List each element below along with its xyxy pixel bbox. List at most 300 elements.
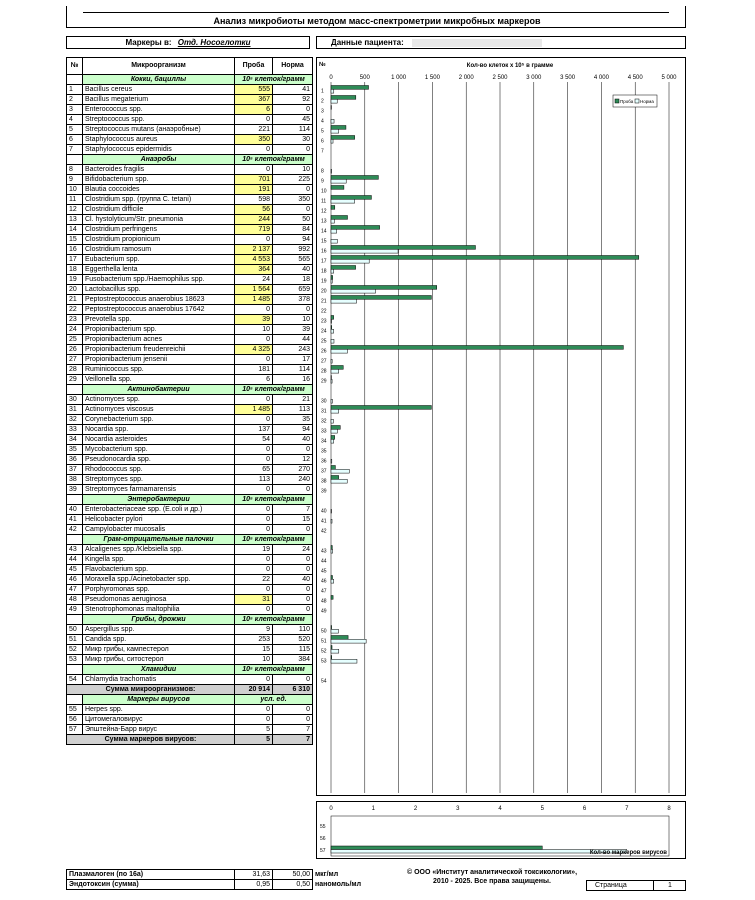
row-sample: 253 <box>235 635 273 645</box>
row-norm: 12 <box>273 455 313 465</box>
row-sample: 9 <box>235 625 273 635</box>
section-no-cell <box>67 155 83 165</box>
patient-redacted <box>412 39 542 47</box>
row-organism: Veillonella spp. <box>83 375 235 385</box>
row-number-label: 47 <box>321 588 327 595</box>
row-organism: Staphylococcus epidermidis <box>83 145 235 155</box>
row-sample: 2 137 <box>235 245 273 255</box>
norm-bar <box>331 229 337 233</box>
row-sample: 181 <box>235 365 273 375</box>
row-norm: 113 <box>273 405 313 415</box>
plasmalogen-sample: 31,63 <box>235 870 273 880</box>
row-sample: 1 485 <box>235 295 273 305</box>
section-no-cell <box>67 535 83 545</box>
table-row <box>67 175 313 185</box>
norm-bar <box>331 409 339 413</box>
markers-box <box>66 36 310 49</box>
sample-bar <box>331 186 344 190</box>
row-number-label: 9 <box>321 178 324 185</box>
row-number: 20 <box>67 285 83 295</box>
header-rule <box>83 12 669 13</box>
row-sample: 39 <box>235 315 273 325</box>
sample-bar <box>331 136 355 140</box>
sample-bar <box>331 466 335 470</box>
virus-row-number: 57 <box>320 848 326 854</box>
row-organism: Flavobacterium spp. <box>83 565 235 575</box>
row-sample: 0 <box>235 455 273 465</box>
markers-value: Отд. Носоглотки <box>177 38 251 47</box>
norm-bar <box>331 259 369 263</box>
row-organism: Chlamydia trachomatis <box>83 675 235 685</box>
row-sample: 191 <box>235 185 273 195</box>
sum-micro-row-label: Сумма микроорганизмов: <box>67 685 235 695</box>
table-row <box>67 605 313 615</box>
norm-bar <box>331 169 332 173</box>
tick-label: 1 000 <box>391 75 407 81</box>
row-sample: 15 <box>235 645 273 655</box>
section-name: Анаэробы <box>83 155 235 165</box>
norm-bar <box>331 639 366 643</box>
row-norm: 114 <box>273 125 313 135</box>
row-sample: 31 <box>235 595 273 605</box>
row-number-label: 45 <box>321 568 327 575</box>
table-row <box>67 305 313 315</box>
row-number-label: 16 <box>321 248 327 255</box>
row-organism: Propionibacterium acnes <box>83 335 235 345</box>
section-header-row <box>67 385 313 395</box>
section-unit: 10⁵ клеток/грамм <box>235 75 313 85</box>
row-number: 3 <box>67 105 83 115</box>
row-sample: 364 <box>235 265 273 275</box>
table-row <box>67 505 313 515</box>
table-row <box>67 315 313 325</box>
row-number: 48 <box>67 595 83 605</box>
row-organism: Stenotrophomonas maltophilia <box>83 605 235 615</box>
sample-bar <box>331 646 332 650</box>
norm-bar <box>331 119 334 123</box>
row-norm: 21 <box>273 395 313 405</box>
row-number-label: 20 <box>321 288 327 295</box>
row-number: 39 <box>67 485 83 495</box>
row-number: 25 <box>67 335 83 345</box>
row-number: 11 <box>67 195 83 205</box>
row-organism: Эпштейна-Барр вирус <box>83 725 235 735</box>
row-organism: Clostridium difficile <box>83 205 235 215</box>
row-sample: 0 <box>235 515 273 525</box>
row-norm: 94 <box>273 425 313 435</box>
row-norm: 16 <box>273 375 313 385</box>
row-norm: 0 <box>273 555 313 565</box>
section-unit: 10⁵ клеток/грамм <box>235 665 313 675</box>
row-number-label: 35 <box>321 448 327 455</box>
sample-bar <box>331 346 623 350</box>
row-norm: 15 <box>273 515 313 525</box>
section-no-cell <box>67 385 83 395</box>
sample-bar <box>331 206 335 210</box>
norm-bar <box>331 359 332 363</box>
norm-bar <box>331 579 334 583</box>
table-row <box>67 355 313 365</box>
row-organism: Pseudomonas aeruginosa <box>83 595 235 605</box>
norm-bar <box>331 369 339 373</box>
virus-tick-label: 5 <box>540 806 544 812</box>
row-organism: Pseudonocardia spp. <box>83 455 235 465</box>
row-norm: 10 <box>273 315 313 325</box>
footer-values <box>66 869 376 890</box>
row-organism: Bacillus megaterium <box>83 95 235 105</box>
row-norm: 18 <box>273 275 313 285</box>
col-sample-header: Проба <box>235 58 273 75</box>
table-row <box>67 325 313 335</box>
section-no-cell <box>67 75 83 85</box>
row-number-label: 31 <box>321 408 327 415</box>
sum-virus-row-norm: 7 <box>273 735 313 745</box>
sample-bar <box>331 296 431 300</box>
table-row <box>67 425 313 435</box>
tick-label: 4 500 <box>627 75 643 81</box>
sample-bar <box>331 256 639 260</box>
row-number-label: 29 <box>321 378 327 385</box>
chart-title: Кол-во клеток х 10⁵ в грамме <box>466 63 554 69</box>
table-header-row <box>67 58 313 75</box>
row-norm: 39 <box>273 325 313 335</box>
cells-chart-svg <box>317 58 685 795</box>
row-norm: 114 <box>273 365 313 375</box>
section-unit: 10⁵ клеток/грамм <box>235 385 313 395</box>
virus-tick-label: 0 <box>329 806 333 812</box>
row-organism: Corynebacterium spp. <box>83 415 235 425</box>
sample-bar <box>331 326 332 330</box>
row-number-label: 22 <box>321 308 327 315</box>
row-norm: 0 <box>273 305 313 315</box>
row-organism: Eggerthella lenta <box>83 265 235 275</box>
sample-bar <box>331 576 332 580</box>
row-number: 53 <box>67 655 83 665</box>
row-norm: 24 <box>273 545 313 555</box>
row-norm: 0 <box>273 485 313 495</box>
row-organism: Ruminicoccus spp. <box>83 365 235 375</box>
row-norm: 243 <box>273 345 313 355</box>
section-no-cell <box>67 495 83 505</box>
row-number-label: 1 <box>321 88 324 95</box>
table-row <box>67 255 313 265</box>
table-row <box>67 195 313 205</box>
row-organism: Staphylococcus aureus <box>83 135 235 145</box>
norm-bar <box>331 419 333 423</box>
row-number-label: 41 <box>321 518 327 525</box>
tick-label: 1 500 <box>424 75 440 81</box>
row-organism: Aspergillus spp. <box>83 625 235 635</box>
row-number-label: 27 <box>321 358 327 365</box>
sample-bar <box>331 226 380 230</box>
row-number-label: 30 <box>321 398 327 405</box>
norm-bar <box>331 269 334 273</box>
section-header-row <box>67 695 313 705</box>
patient-label: Данные пациента: <box>331 38 404 47</box>
legend-label-sample: Проба <box>620 99 634 104</box>
sample-bar <box>331 176 378 180</box>
sample-bar <box>331 366 343 370</box>
row-sample: 0 <box>235 235 273 245</box>
virus-tick-label: 2 <box>413 806 418 812</box>
chart-no-label: № <box>319 62 326 68</box>
row-number: 49 <box>67 605 83 615</box>
cells-chart <box>316 57 686 796</box>
copyright <box>392 868 592 886</box>
row-organism: Fusobacterium spp./Haemophilus spp. <box>83 275 235 285</box>
row-organism: Herpes spp. <box>83 705 235 715</box>
table-row <box>67 365 313 375</box>
row-norm: 225 <box>273 175 313 185</box>
row-organism: Streptococcus spp. <box>83 115 235 125</box>
row-number-label: 42 <box>321 528 327 535</box>
section-header-row <box>67 495 313 505</box>
row-norm: 350 <box>273 195 313 205</box>
endotoxin-label: Эндотоксин (сумма) <box>67 880 235 890</box>
section-name: Хламидии <box>83 665 235 675</box>
virus-sample-bar <box>331 846 542 850</box>
row-number-label: 21 <box>321 298 327 305</box>
legend-swatch-sample <box>615 99 619 103</box>
tick-label: 5 000 <box>661 75 677 81</box>
sample-bar <box>331 246 475 250</box>
row-sample: 0 <box>235 395 273 405</box>
row-sample: 598 <box>235 195 273 205</box>
row-number: 54 <box>67 675 83 685</box>
norm-bar <box>331 329 334 333</box>
virus-row-number: 55 <box>320 824 326 830</box>
table-row <box>67 395 313 405</box>
plasmalogen-norm: 50,00 <box>273 870 313 880</box>
row-sample: 0 <box>235 505 273 515</box>
sum-micro-row-sample: 20 914 <box>235 685 273 695</box>
row-number-label: 18 <box>321 268 327 275</box>
row-number-label: 2 <box>321 98 324 105</box>
norm-bar <box>331 299 357 303</box>
table-row <box>67 715 313 725</box>
row-organism: Clostridium spp. (группа C. tetani) <box>83 195 235 205</box>
table-row <box>67 95 313 105</box>
row-organism: Propionibacterium jensenii <box>83 355 235 365</box>
row-organism: Eubacterium spp. <box>83 255 235 265</box>
row-number-label: 14 <box>321 228 327 235</box>
row-sample: 0 <box>235 165 273 175</box>
row-number-label: 44 <box>321 558 327 565</box>
row-number: 31 <box>67 405 83 415</box>
table-row <box>67 295 313 305</box>
row-norm: 7 <box>273 505 313 515</box>
endotoxin-unit: наномоль/мл <box>315 881 362 888</box>
row-organism: Kingella spp. <box>83 555 235 565</box>
row-organism: Bacillus cereus <box>83 85 235 95</box>
row-norm: 0 <box>273 105 313 115</box>
row-number: 34 <box>67 435 83 445</box>
row-norm: 0 <box>273 205 313 215</box>
table-row <box>67 585 313 595</box>
tick-label: 3 500 <box>560 75 576 81</box>
row-sample: 6 <box>235 375 273 385</box>
norm-bar <box>331 179 346 183</box>
row-organism: Prevotella spp. <box>83 315 235 325</box>
row-norm: 50 <box>273 215 313 225</box>
row-norm: 40 <box>273 575 313 585</box>
row-organism: Clostridium perfringens <box>83 225 235 235</box>
norm-bar <box>331 469 349 473</box>
section-name: Актинобактерии <box>83 385 235 395</box>
row-number: 10 <box>67 185 83 195</box>
row-organism: Actinomyces viscosus <box>83 405 235 415</box>
section-name: Маркеры вирусов <box>83 695 235 705</box>
row-number: 2 <box>67 95 83 105</box>
table-row <box>67 515 313 525</box>
copyright-line-1: © ООО «Институт аналитической токсикологии», <box>406 869 578 876</box>
row-number: 33 <box>67 425 83 435</box>
row-number-label: 46 <box>321 578 327 585</box>
table-row <box>67 705 313 715</box>
norm-bar <box>331 459 332 463</box>
section-name: Грам-отрицательные палочки <box>83 535 235 545</box>
row-sample: 1 485 <box>235 405 273 415</box>
row-number: 21 <box>67 295 83 305</box>
row-sample: 0 <box>235 485 273 495</box>
row-number: 8 <box>67 165 83 175</box>
row-sample: 0 <box>235 145 273 155</box>
row-norm: 384 <box>273 655 313 665</box>
table-row <box>67 675 313 685</box>
norm-bar <box>331 349 347 353</box>
row-sample: 701 <box>235 175 273 185</box>
row-organism: Propionibacterium spp. <box>83 325 235 335</box>
norm-bar <box>331 239 337 243</box>
row-number-label: 23 <box>321 318 327 325</box>
row-sample: 0 <box>235 605 273 615</box>
row-norm: 17 <box>273 355 313 365</box>
row-sample: 10 <box>235 655 273 665</box>
norm-bar <box>331 629 338 633</box>
row-norm: 30 <box>273 135 313 145</box>
table-row <box>67 445 313 455</box>
section-unit: 10⁵ клеток/грамм <box>235 535 313 545</box>
table-row <box>67 645 313 655</box>
row-number: 57 <box>67 725 83 735</box>
row-number: 26 <box>67 345 83 355</box>
row-organism: Enterobacteriaceae spp. (E.coli и др.) <box>83 505 235 515</box>
virus-chart-svg <box>317 802 685 858</box>
col-norm-header: Норма <box>273 58 313 75</box>
table-row <box>67 225 313 235</box>
row-number: 5 <box>67 125 83 135</box>
col-no-header: № <box>67 58 83 75</box>
row-sample: 113 <box>235 475 273 485</box>
row-organism: Микр грибы, кампестерол <box>83 645 235 655</box>
row-number: 13 <box>67 215 83 225</box>
row-number: 18 <box>67 265 83 275</box>
row-number-label: 15 <box>321 238 327 245</box>
sample-bar <box>331 96 356 100</box>
virus-chart <box>316 801 686 859</box>
row-norm: 0 <box>273 445 313 455</box>
row-organism: Streptococcus mutans (анаэробные) <box>83 125 235 135</box>
table-row <box>67 275 313 285</box>
row-number-label: 54 <box>321 678 327 685</box>
row-organism: Alcaligenes spp./Klebsiella spp. <box>83 545 235 555</box>
row-number: 15 <box>67 235 83 245</box>
table-row <box>67 525 313 535</box>
section-header-row <box>67 75 313 85</box>
table-row <box>67 545 313 555</box>
sample-bar <box>331 266 356 270</box>
row-number: 47 <box>67 585 83 595</box>
row-number-label: 43 <box>321 548 327 555</box>
row-number: 4 <box>67 115 83 125</box>
row-norm: 0 <box>273 145 313 155</box>
row-norm: 378 <box>273 295 313 305</box>
chart-legend <box>613 95 657 107</box>
page-number: 1 <box>653 881 686 890</box>
norm-bar <box>331 129 339 133</box>
report-header <box>66 6 686 28</box>
sample-bar <box>331 86 369 90</box>
table-row <box>67 555 313 565</box>
row-number-label: 4 <box>321 118 324 125</box>
row-organism: Enterococcus spp. <box>83 105 235 115</box>
sample-bar <box>331 316 334 320</box>
row-sample: 22 <box>235 575 273 585</box>
row-number-label: 37 <box>321 468 327 475</box>
row-number: 16 <box>67 245 83 255</box>
row-organism: Peptostreptococcus anaerobius 18623 <box>83 295 235 305</box>
row-norm: 0 <box>273 595 313 605</box>
norm-bar <box>331 399 332 403</box>
row-number: 50 <box>67 625 83 635</box>
table-row <box>67 345 313 355</box>
row-number: 37 <box>67 465 83 475</box>
section-no-cell <box>67 695 83 705</box>
virus-tick-label: 7 <box>625 806 629 812</box>
norm-bar <box>331 519 332 523</box>
virus-tick-label: 3 <box>456 806 460 812</box>
row-sample: 0 <box>235 115 273 125</box>
row-number-label: 3 <box>321 108 324 115</box>
table-row <box>67 435 313 445</box>
endotoxin-sample: 0,95 <box>235 880 273 890</box>
row-sample: 0 <box>235 715 273 725</box>
row-number: 43 <box>67 545 83 555</box>
row-number: 14 <box>67 225 83 235</box>
row-sample: 0 <box>235 565 273 575</box>
norm-bar <box>331 279 332 283</box>
row-organism: Actinomyces spp. <box>83 395 235 405</box>
row-norm: 45 <box>273 115 313 125</box>
row-norm: 0 <box>273 705 313 715</box>
row-organism: Rhodococcus spp. <box>83 465 235 475</box>
norm-bar <box>331 549 333 553</box>
norm-bar <box>331 319 332 323</box>
norm-bar <box>331 289 376 293</box>
table-row <box>67 115 313 125</box>
table-row <box>67 655 313 665</box>
table-row <box>67 145 313 155</box>
row-number-label: 17 <box>321 258 327 265</box>
row-number: 40 <box>67 505 83 515</box>
table-row <box>67 455 313 465</box>
row-organism: Candida spp. <box>83 635 235 645</box>
norm-bar <box>331 649 339 653</box>
row-number: 29 <box>67 375 83 385</box>
row-number-label: 38 <box>321 478 327 485</box>
row-sample: 244 <box>235 215 273 225</box>
norm-bar <box>331 339 334 343</box>
